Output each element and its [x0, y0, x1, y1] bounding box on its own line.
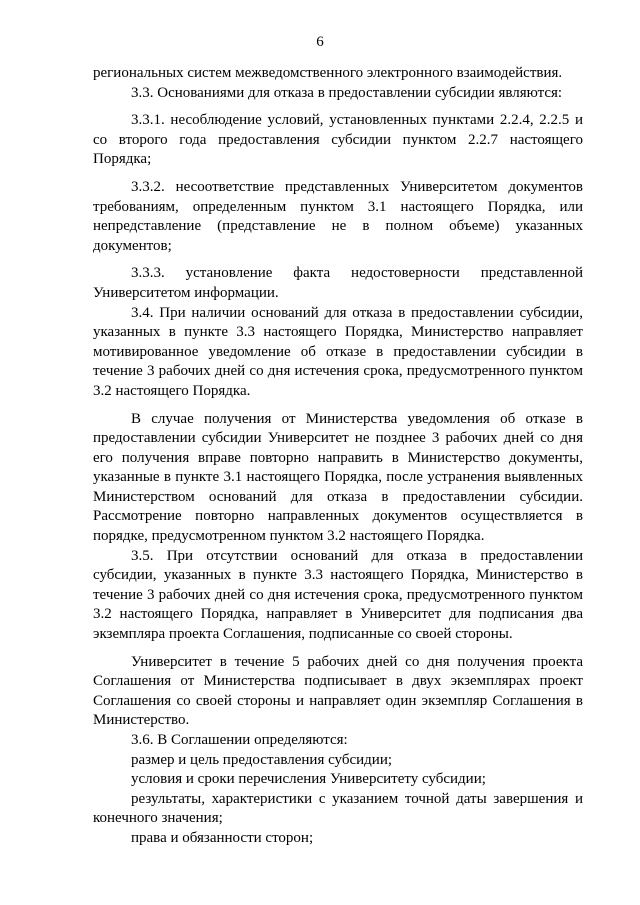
list-item-amount: размер и цель предоставления субсидии;	[131, 751, 393, 768]
paragraph-3-5-university: Университет в течение 5 рабочих дней со дня получения проекта Соглашения от Министерства подписывает в двух экземплярах проект Соглашения со своей стороны и направляет один экземпляр Соглашения в Министерство.	[93, 653, 583, 729]
paragraph-3-3-2: 3.3.2. несоответствие представленных Университетом документов требованиям, определенным пунктом 3.1 настоящего Порядка, или непредставление (представление не в полном объеме) указанных документов;	[93, 178, 583, 254]
paragraph-3-4-repeat: В случае получения от Министерства уведомления об отказе в предоставлении субсидии Университет не позднее 3 рабочих дней со дня его получения вправе повторно направить в Министерство документы, указанные в пункте 3.1 настоящего Порядка, после устранения выявленных Министерством оснований для отказа в предоставлении субсидии. Рассмотрение повторно направленных документов осуществляется в порядке, предусмотренном пунктом 3.2 настоящего Порядка.	[93, 410, 583, 545]
paragraph-3-3-3: 3.3.3. установление факта недостоверности представленной Университетом информации.	[93, 265, 583, 301]
paragraph-3-3-1: 3.3.1. несоблюдение условий, установленных пунктами 2.2.4, 2.2.5 и со второго года предоставления субсидии пунктом 2.2.7 настоящего Порядка;	[93, 112, 583, 168]
paragraph-3-3: 3.3. Основаниями для отказа в предоставлении субсидии являются:	[131, 84, 563, 101]
paragraph-3-6: 3.6. В Соглашении определяются:	[131, 732, 348, 748]
paragraph-3-4: 3.4. При наличии оснований для отказа в предоставлении субсидии, указанных в пункте 3.3 настоящего Порядка, Министерство направляет мотивированное уведомление об отказе в предоставлении субсидии в течение 3 рабочих дней со дня истечения срока, предусмотренного пунктом 3.2 настоящего Порядка.	[93, 304, 583, 399]
list-item-rights: права и обязанности сторон;	[131, 829, 314, 846]
paragraph-3-5: 3.5. При отсутствии оснований для отказа в предоставлении субсидии, указанных в пункте 3.3 настоящего Порядка, Министерство в течение 3 рабочих дней со дня истечения срока, предусмотренного пунктом 3.2 настоящего Порядка, направляет в Университет для подписания два экземпляра проекта Соглашения, подписанные со своей стороны.	[93, 547, 583, 643]
paragraph-continuation: региональных систем межведомственного электронного взаимодействия.	[93, 65, 563, 81]
list-item-results: результаты, характеристики с указанием точной даты завершения и конечного значения;	[93, 790, 583, 827]
page-number: 6	[316, 34, 324, 50]
document-body	[93, 64, 583, 849]
list-item-conditions: условия и сроки перечисления Университету субсидии;	[131, 771, 486, 788]
